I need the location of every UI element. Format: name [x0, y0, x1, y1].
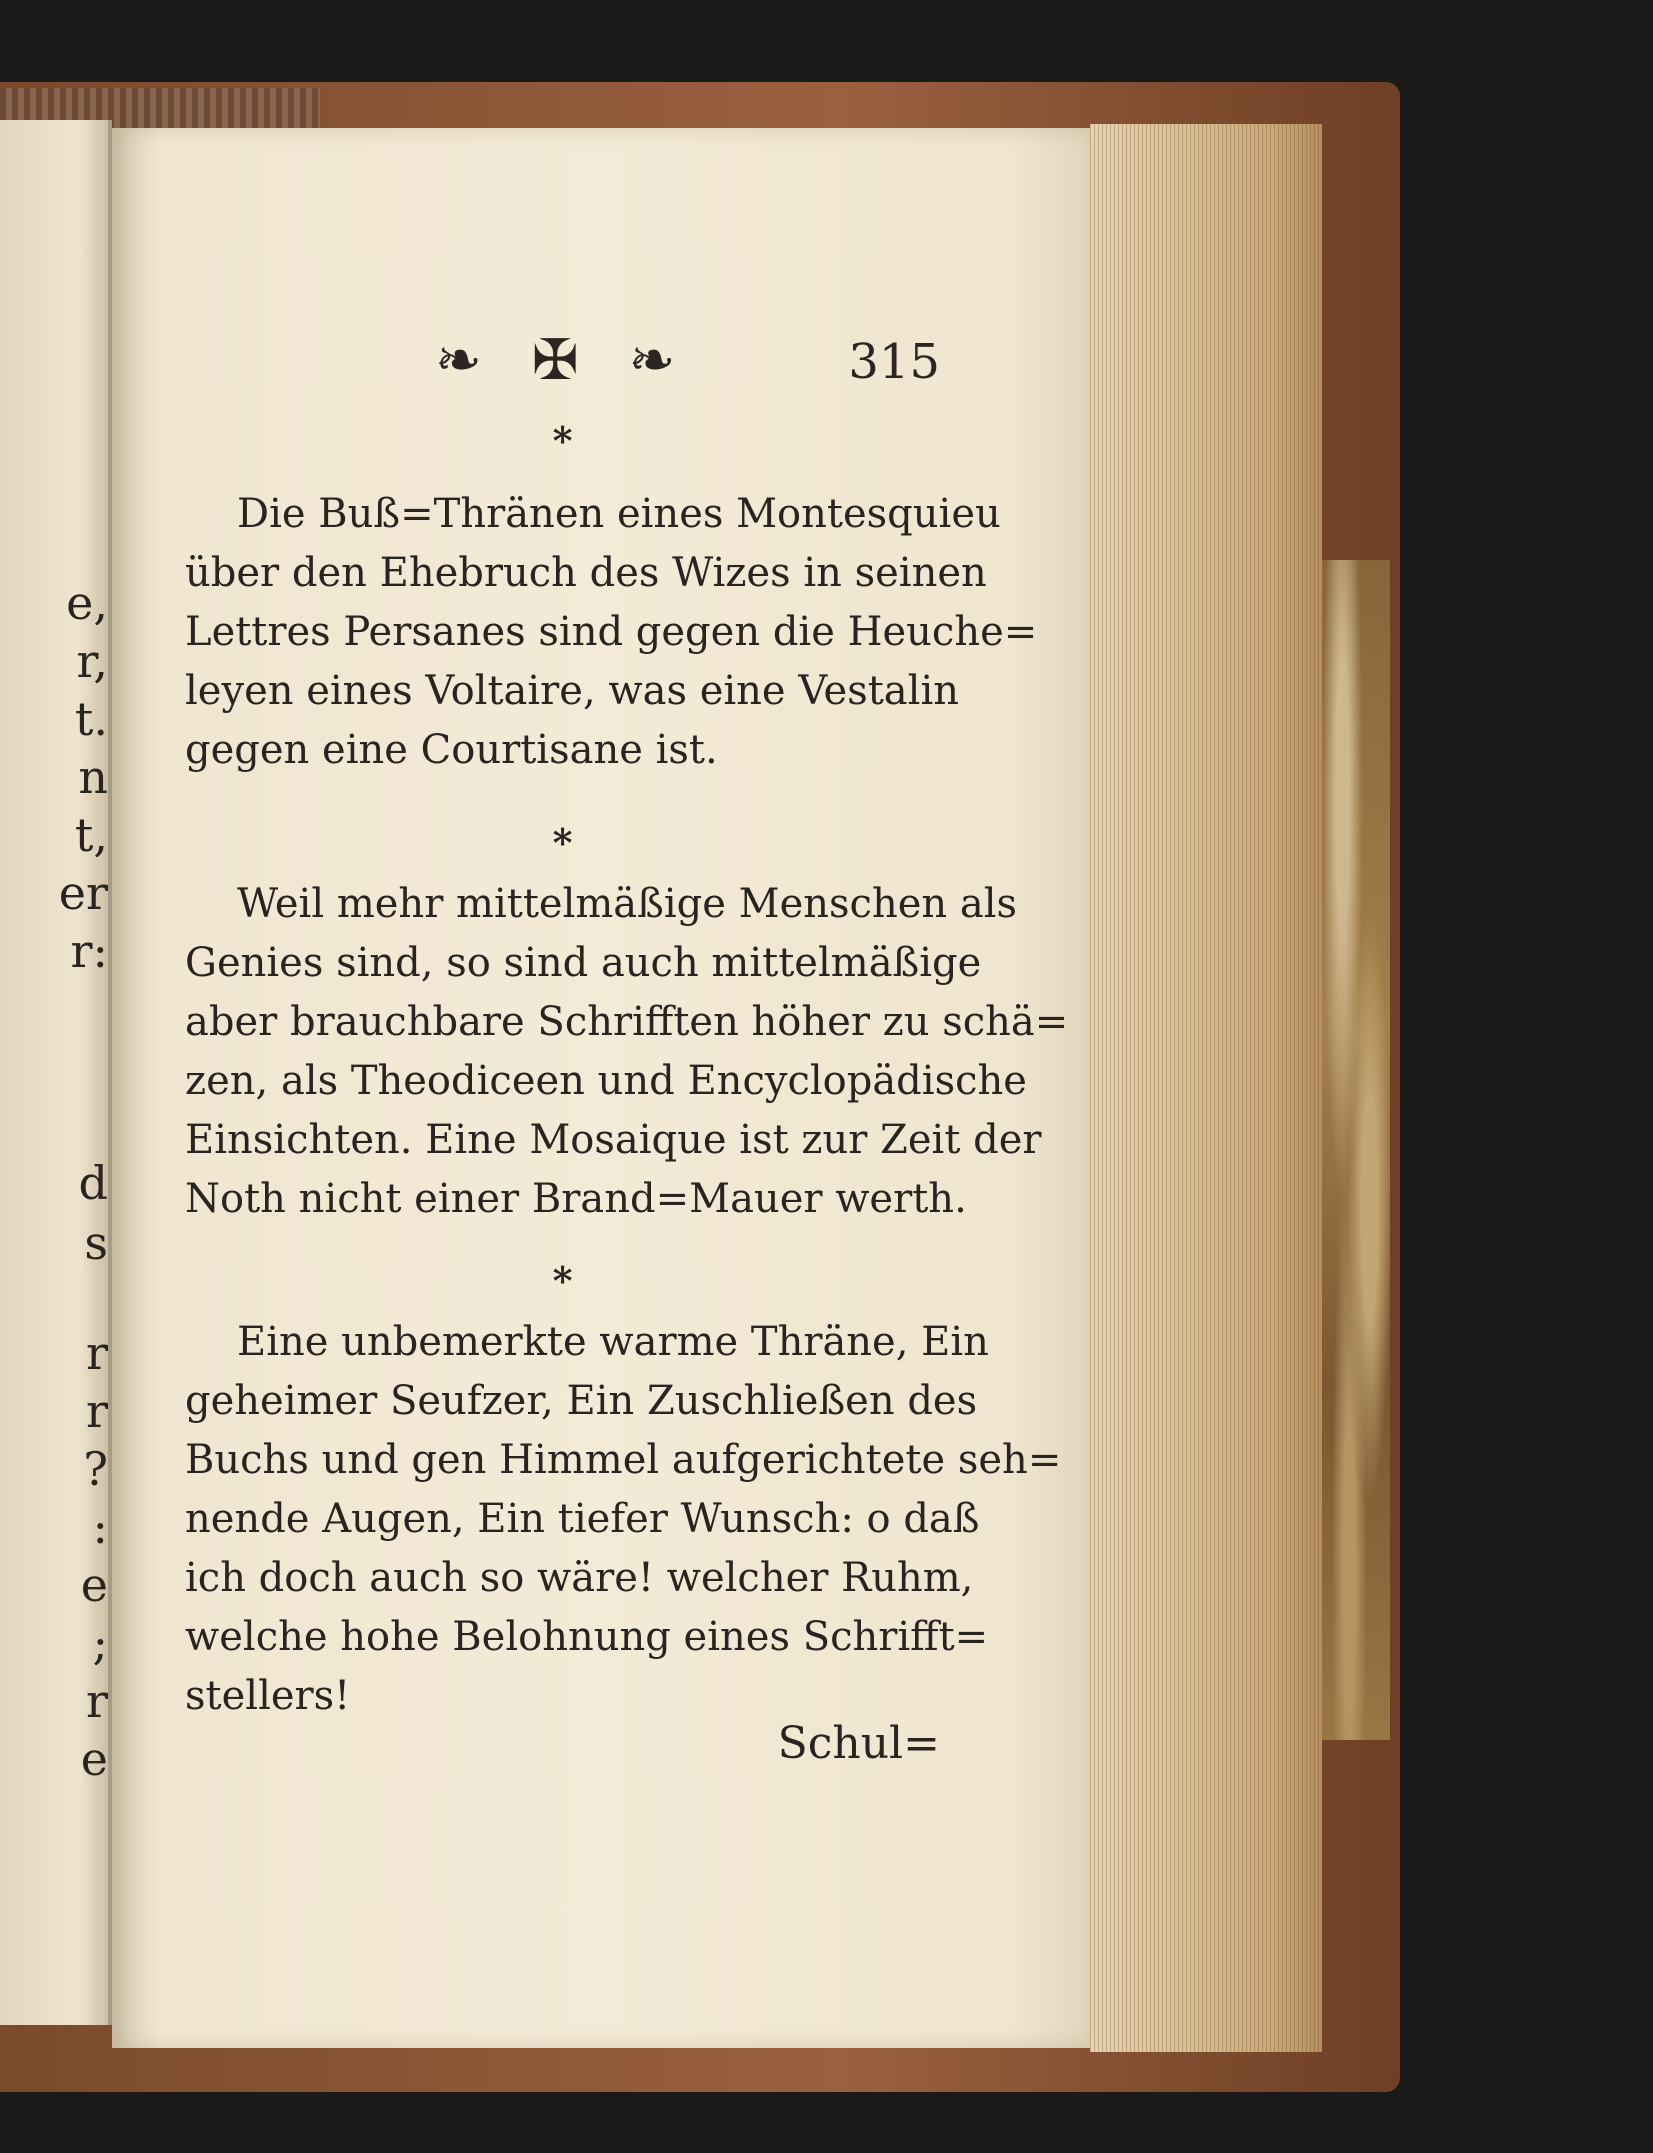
text-line: stellers!: [185, 1673, 351, 1719]
entry-paragraph: [185, 1313, 1062, 1726]
left-fragment: ?: [83, 1442, 108, 1496]
left-fragment: r,: [76, 634, 108, 688]
left-fragment: e: [80, 1558, 108, 1612]
text-line: Eine unbemerkte warme Thräne, Ein: [237, 1319, 989, 1365]
left-fragment: t.: [74, 692, 108, 746]
marbled-edge: [1322, 560, 1390, 1740]
left-fragment: r: [86, 1384, 108, 1438]
left-fragment: r: [86, 1326, 108, 1380]
text-line: Genies sind, so sind auch mittelmäßige: [185, 940, 982, 986]
page-block-edges: [1090, 124, 1322, 2052]
left-fragment: ;: [92, 1616, 108, 1670]
entry-paragraph: [185, 485, 1038, 780]
entry-separator-asterisk: *: [552, 418, 573, 463]
text-line: aber brauchbare Schrifften höher zu schä=: [185, 999, 1069, 1045]
running-head: [185, 320, 940, 400]
text-line: nende Augen, Ein tiefer Wunsch: o daß: [185, 1496, 980, 1542]
left-fragment: e: [80, 1732, 108, 1786]
text-line: welche hohe Belohnung eines Schrifft=: [185, 1614, 989, 1660]
text-line: Lettres Persanes sind gegen die Heuche=: [185, 609, 1038, 655]
text-line: Noth nicht einer Brand=Mauer werth.: [185, 1176, 967, 1222]
entry-separator-asterisk: *: [552, 1258, 573, 1303]
text-line: Einsichten. Eine Mosaique ist zur Zeit der: [185, 1117, 1042, 1163]
left-fragment: d: [78, 1156, 108, 1210]
left-fragment: r: [86, 1674, 108, 1728]
text-line: leyen eines Voltaire, was eine Vestalin: [185, 668, 960, 714]
left-fragment: t,: [74, 808, 108, 862]
left-fragment: er: [58, 866, 108, 920]
page-number: 315: [848, 334, 940, 390]
text-line: ich doch auch so wäre! welcher Ruhm,: [185, 1555, 974, 1601]
text-line: Die Buß=Thränen eines Montesquieu: [237, 491, 1001, 537]
left-fragment: r:: [70, 924, 108, 978]
left-page: [0, 120, 112, 2025]
text-line: Buchs und gen Himmel aufgerichtete seh=: [185, 1437, 1062, 1483]
text-line: gegen eine Courtisane ist.: [185, 727, 718, 773]
text-line: Weil mehr mittelmäßige Menschen als: [237, 881, 1018, 927]
left-fragment: s: [84, 1216, 108, 1270]
entry-separator-asterisk: *: [552, 820, 573, 865]
left-fragment: n: [78, 750, 108, 804]
left-fragment: :: [92, 1500, 108, 1554]
running-head-ornament: ❧ ✠ ❧: [435, 328, 692, 393]
text-line: geheimer Seufzer, Ein Zuschließen des: [185, 1378, 978, 1424]
text-line: zen, als Theodiceen und Encyclopädische: [185, 1058, 1027, 1104]
text-line: über den Ehebruch des Wizes in seinen: [185, 550, 987, 596]
left-fragment: e,: [66, 576, 108, 630]
catchword: Schul=: [777, 1718, 940, 1769]
entry-paragraph: [185, 875, 1069, 1229]
